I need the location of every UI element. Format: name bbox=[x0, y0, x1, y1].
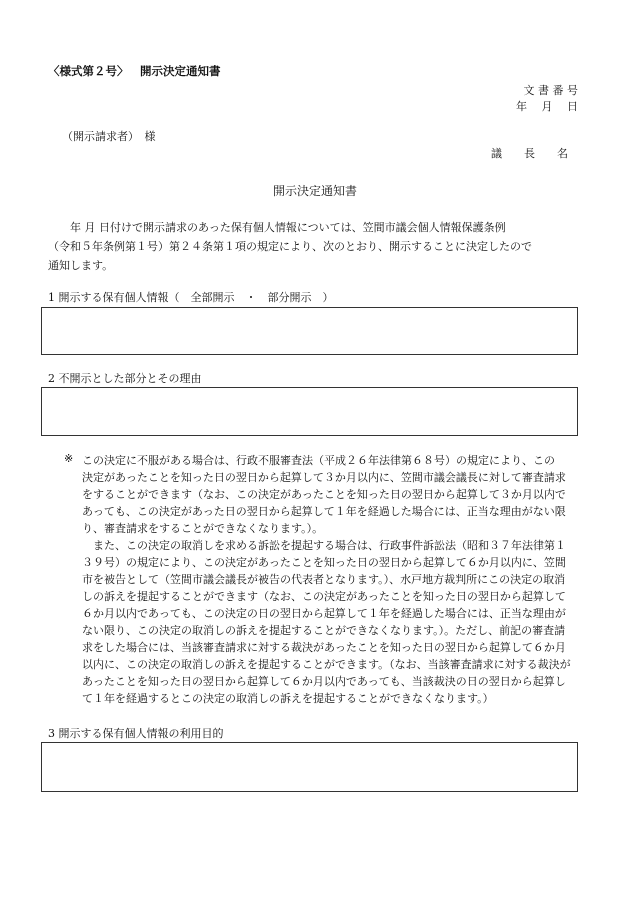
intro-paragraph bbox=[48, 218, 532, 275]
notice-line: をすることができます（なお、この決定があったことを知った日の翌日から起算して３か月以内で bbox=[82, 488, 566, 501]
section-2-label: 2 不開示とした部分とその理由 bbox=[48, 372, 202, 385]
notice-mark: ※ bbox=[64, 452, 74, 465]
notice-line: り、審査請求をすることができなくなります。）。 bbox=[82, 522, 324, 535]
notice-line: 以内に、この決定の取消しの訴えを提起することができます。（なお、当該審査請求に対する裁決が bbox=[82, 658, 571, 671]
notice-line: この決定に不服がある場合は、行政不服審査法（平成２６年法律第６８号）の規定により、この bbox=[82, 454, 555, 467]
section-2-field[interactable] bbox=[41, 387, 578, 436]
notice-line: あったことを知った日の翌日から起算して６か月以内であっても、当該裁決の日の翌日から起算し bbox=[82, 675, 566, 688]
notice-line: あっても、この決定があった日の翌日から起算して１年を経過した場合には、正当な理由がない限 bbox=[82, 505, 566, 518]
notice-line: また、この決定の取消しを求める訴訟を提起する場合は、行政事件訴訟法（昭和３７年法律第１ bbox=[82, 539, 566, 552]
section-1-field[interactable] bbox=[41, 307, 578, 355]
intro-line: （令和５年条例第１号）第２４条第１項の規定により、次のとおり、開示することに決定したので bbox=[48, 240, 532, 253]
form-number: 〈様式第２号〉 bbox=[48, 64, 129, 78]
section-1-label: 1 開示する保有個人情報（ 全部開示 ・ 部分開示 ） bbox=[48, 291, 334, 304]
section-3-field[interactable] bbox=[41, 742, 578, 792]
notice-line: 求をした場合には、当該審査請求に対する裁決があったことを知った日の翌日から起算して６か月 bbox=[82, 641, 566, 654]
section-3-label: 3 開示する保有個人情報の利用目的 bbox=[48, 727, 224, 740]
notice-line: しの訴えを提起することができます（なお、この決定があったことを知った日の翌日から起算して bbox=[82, 590, 566, 603]
notice-line: て１年を経過するとこの決定の取消しの訴えを提起することができなくなります。） bbox=[82, 692, 494, 705]
requester-label: （開示請求者） 様 bbox=[62, 130, 156, 143]
notice-line: 市を被告として（笠間市議会議長が被告の代表者となります。）、水戸地方裁判所にこの決定の取消 bbox=[82, 573, 566, 586]
notice-line: ３９号）の規定により、この決定があったことを知った日の翌日から起算して６か月以内に、笠間 bbox=[82, 556, 566, 569]
intro-line: 年 月 日付けで開示請求のあった保有個人情報については、笠間市議会個人情報保護条例 bbox=[48, 221, 506, 234]
notice-line: ない限り、この決定の取消しの訴えを提起することができなくなります。）。ただし、前記の審査請 bbox=[82, 624, 566, 637]
notice-line: ６か月以内であっても、この決定の日の翌日から起算して１年を経過した場合には、正当な理由が bbox=[82, 607, 566, 620]
page-title: 開示決定通知書 bbox=[272, 184, 357, 198]
document-number-label: 文 書 番 号 bbox=[523, 84, 578, 97]
intro-line: 通知します。 bbox=[48, 259, 114, 272]
form-name: 開示決定通知書 bbox=[140, 64, 221, 78]
notice-line: 決定があったことを知った日の翌日から起算して３か月以内に、笠間市議会議長に対して審査請求 bbox=[82, 471, 566, 484]
notice-paragraph bbox=[82, 452, 571, 707]
date-label: 年 月 日 bbox=[516, 100, 578, 113]
issuer-label: 議 長 名 bbox=[491, 147, 568, 160]
